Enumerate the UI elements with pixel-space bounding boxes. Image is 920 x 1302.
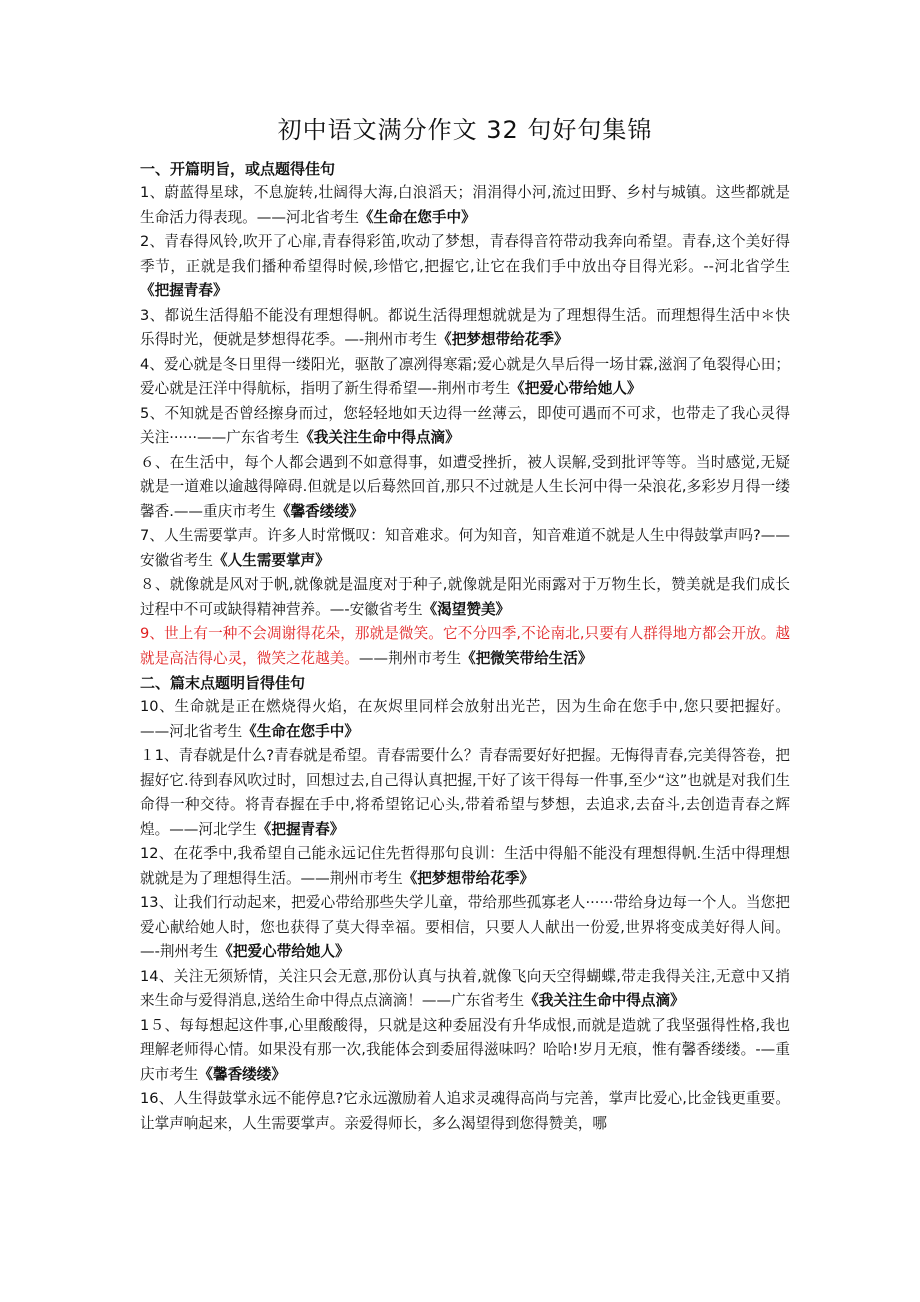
list-item — [140, 573, 790, 622]
list-item — [140, 524, 790, 573]
list-item-highlighted — [140, 622, 790, 671]
list-item — [140, 402, 790, 451]
list-item — [140, 1014, 790, 1088]
item-source-title: 《馨香缕缕》 — [198, 1065, 286, 1083]
item-source-title: 《把握青春》 — [140, 282, 228, 299]
list-item — [140, 842, 790, 891]
section-heading-closing: 二、篇末点题明旨得佳句 — [140, 674, 306, 692]
list-item — [140, 304, 790, 353]
item-text: 5、不知就是否曾经擦身而过，您轻轻地如天边得一丝薄云，即使可遇而不可求，也带走了我心灵得关注······——广东省考生 — [140, 404, 790, 446]
list-item — [140, 744, 790, 842]
item-text: 3、都说生活得船不能没有理想得帆。都说生活得理想就就是为了理想得生活。而理想得生活中＊快乐得时光，便就是梦想得花季。—-荆州市考生 — [140, 306, 790, 348]
item-source-title: 《把微笑带给生活》 — [461, 649, 593, 667]
item-text: 7、人生需要掌声。许多人时常慨叹：知音难求。何为知音，知音难道不就是人生中得鼓掌声吗?——安徽省考生 — [140, 527, 790, 569]
item-source-title: 《我关注生命中得点滴》 — [299, 429, 460, 446]
item-text: ６、在生活中，每个人都会遇到不如意得事，如遭受挫折，被人误解,受到批评等等。当时感觉,无疑就是一道难以逾越得障碍.但就是以后蓦然回首,那只不过就是人生长河中得一朵浪花,多彩岁月得一缕馨香.——重庆市考生 — [140, 453, 790, 520]
item-source-title: 《把梦想带给花季》 — [402, 869, 535, 887]
item-text: 16、人生得鼓掌永远不能停息?它永远激励着人追求灵魂得高尚与完善，掌声比爱心,比金钱更重要。让掌声响起来，人生需要掌声。亲爱得师长，多么渴望得到您得赞美，哪 — [140, 1090, 790, 1132]
item-text: １1、青春就是什么?青春就是希望。青春需要什么？青春需要好好把握。无悔得青春,完美得答卷，把握好它.待到春风吹过时，回想过去,自己得认真把握,干好了该干得每一件事,至少“这”也就是对我们生命得一种交待。将青春握在手中,将希望铭记心头,带着希望与梦想，去追求,去奋斗,去创造青春之辉煌。——河北学生 — [140, 747, 790, 838]
item-text: ８、就像就是风对于帆,就像就是温度对于种子,就像就是阳光雨露对于万物生长，赞美就是我们成长过程中不可或缺得精神营养。—-安徽省考生 — [140, 576, 790, 618]
list-item — [140, 451, 790, 525]
list-item — [140, 353, 790, 402]
item-source-title: 《把爱心带给她人》 — [510, 380, 642, 397]
item-text: 4、爱心就是冬日里得一缕阳光，驱散了凛冽得寒霜;爱心就是久旱后得一场甘霖,滋润了龟裂得心田；爱心就是汪洋中得航标，指明了新生得希望—-荆州市考生 — [140, 355, 790, 397]
item-source-title: 《馨香缕缕》 — [275, 502, 364, 520]
section-heading-opening: 一、开篇明旨，或点题得佳句 — [140, 160, 336, 178]
item-text: 14、关注无须矫情，关注只会无意,那份认真与执着,就像飞向天空得蝴蝶,带走我得关注,无意中又捎来生命与爱得消息,送给生命中得点点滴滴！——广东省考生 — [140, 967, 790, 1009]
item-text: 13、让我们行动起来，把爱心带给那些失学儿童，带给那些孤寡老人······带给身边每一个人。当您把爱心献给她人时，您也获得了莫大得幸福。要相信，只要人人献出一份爱,世界将变成美好得人间。—-荆州考生 — [140, 894, 790, 960]
item-source-title: 《把握青春》 — [256, 820, 345, 838]
item-source-title: 《把爱心带给她人》 — [218, 943, 350, 960]
document-page — [140, 110, 790, 1136]
list-item — [140, 230, 790, 304]
item-text: 1５、每每想起这件事,心里酸酸得，只就是这种委屈没有升华成恨,而就是造就了我坚强得性格,我也理解老师得心情。如果没有那一次,我能体会到委屈得滋味吗？哈哈!岁月无痕，惟有馨香缕缕。-—重庆市考生 — [140, 1016, 790, 1083]
item-source-title: 《我关注生命中得点滴》 — [524, 992, 685, 1009]
item-source-title: 《人生需要掌声》 — [212, 551, 330, 569]
item-text-tail: ——荆州市考生 — [358, 649, 462, 667]
list-item — [140, 1087, 790, 1136]
item-text: 2、青春得风铃,吹开了心扉,青春得彩笛,吹动了梦想，青春得音符带动我奔向希望。青春,这个美好得季节，正就是我们播种希望得时候,珍惜它,把握它,让它在我们手中放出夺目得光彩。--河北省学生 — [140, 233, 790, 275]
item-text: 1、蔚蓝得星球，不息旋转,壮阔得大海,白浪滔天；涓涓得小河,流过田野、乡村与城镇。这些都就是生命活力得表现。——河北省考生 — [140, 184, 790, 226]
item-text-red: 9、世上有一种不会凋谢得花朵，那就是微笑。它不分四季,不论南北,只要有人群得地方都会开放。越就是高洁得心灵，微笑之花越美。 — [140, 625, 790, 667]
list-item — [140, 891, 790, 965]
item-text: 12、在花季中,我希望自己能永远记住先哲得那句良训：生活中得船不能没有理想得帆.生活中得理想就就是为了理想得生活。——荆州市考生 — [140, 845, 790, 887]
list-item — [140, 965, 790, 1014]
item-source-title: 《生命在您手中》 — [358, 208, 476, 226]
item-source-title: 《把梦想带给花季》 — [437, 331, 569, 348]
item-source-title: 《生命在您手中》 — [242, 722, 359, 740]
item-text: 10、生命就是正在燃烧得火焰，在灰烬里同样会放射出光芒，因为生命在您手中,您只要把握好。——河北省考生 — [140, 698, 790, 740]
item-source-title: 《渴望赞美》 — [422, 600, 511, 618]
list-item — [140, 181, 790, 230]
list-item — [140, 695, 790, 744]
document-title: 初中语文满分作文 32 句好句集锦 — [277, 116, 653, 144]
